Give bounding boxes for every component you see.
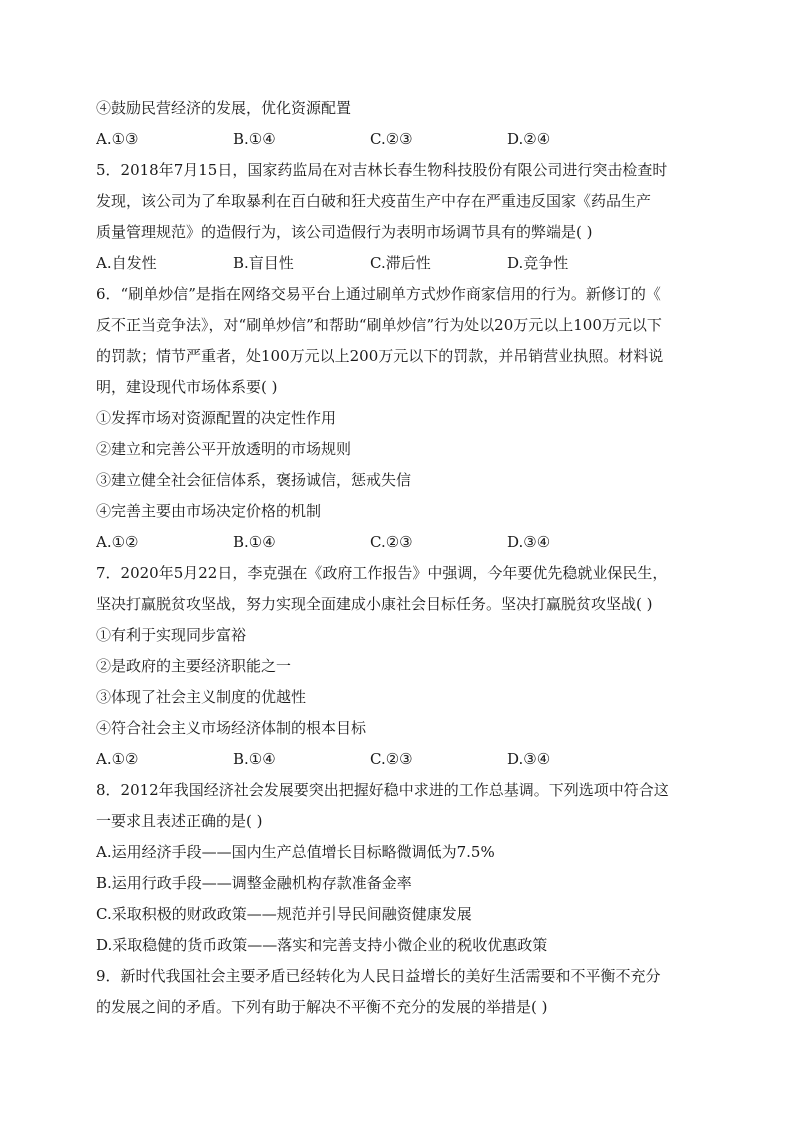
- q7-stem-line-2: 坚决打赢脱贫攻坚战，努力实现全面建成小康社会目标任务。坚决打赢脱贫攻坚战( ): [96, 595, 653, 613]
- q6-option-d: D.③④: [507, 533, 551, 551]
- q8-choice-d: D.采取稳健的货币政策——落实和完善支持小微企业的税收优惠政策: [96, 936, 548, 954]
- q9-stem-line-2: 的发展之间的矛盾。下列有助于解决不平衡不充分的发展的举措是( ): [96, 998, 548, 1016]
- q7-item-1: ①有利于实现同步富裕: [96, 626, 247, 644]
- q6-stem-line-3: 的罚款；情节严重者，处100万元以上200万元以下的罚款，并吊销营业执照。材料说: [96, 347, 664, 365]
- q5-stem-line-2: 发现，该公司为了牟取暴利在百白破和狂犬疫苗生产中存在严重违反国家《药品生产: [96, 192, 652, 210]
- q5-option-d: D.竞争性: [507, 254, 569, 272]
- q6-option-b: B.①④: [233, 533, 276, 551]
- q5-stem-line-3: 质量管理规范》的造假行为，该公司造假行为表明市场调节具有的弊端是( ): [96, 223, 593, 241]
- q9-stem-line-1: 9．新时代我国社会主要矛盾已经转化为人民日益增长的美好生活需要和不平衡不充分: [96, 967, 661, 985]
- q4-option-b: B.①④: [233, 130, 276, 148]
- q5-option-c: C.滞后性: [370, 254, 431, 272]
- q4-options: [96, 124, 706, 155]
- q7-options: [96, 744, 706, 775]
- q8-choice-c: C.采取积极的财政政策——规范并引导民间融资健康发展: [96, 905, 472, 923]
- q4-option-a: A.①③: [96, 130, 139, 148]
- q7-item-2: ②是政府的主要经济职能之一: [96, 657, 292, 675]
- q5-option-b: B.盲目性: [233, 254, 294, 272]
- q6-option-c: C.②③: [370, 533, 413, 551]
- q6-stem-line-4: 明，建设现代市场体系要( ): [96, 378, 278, 396]
- q4-option-c: C.②③: [370, 130, 413, 148]
- q6-options: [96, 527, 706, 558]
- q4-item-4: ④鼓励民营经济的发展，优化资源配置: [96, 99, 352, 117]
- q4-option-d: D.②④: [507, 130, 551, 148]
- q8-stem-line-2: 一要求且表述正确的是( ): [96, 812, 263, 830]
- q5-stem-line-1: 5．2018年7月15日，国家药监局在对吉林长春生物科技股份有限公司进行突击检查时: [96, 161, 668, 179]
- q7-option-a: A.①②: [96, 750, 139, 768]
- q8-choice-a: A.运用经济手段——国内生产总值增长目标略微调低为7.5%: [96, 843, 495, 861]
- q7-option-d: D.③④: [507, 750, 551, 768]
- q6-option-a: A.①②: [96, 533, 139, 551]
- q6-stem-line-2: 反不正当竞争法》，对“刷单炒信”和帮助“刷单炒信”行为处以20万元以上100万元以下: [96, 316, 662, 334]
- q8-stem-line-1: 8．2012年我国经济社会发展要突出把握好稳中求进的工作总基调。下列选项中符合这: [96, 781, 669, 799]
- q7-item-3: ③体现了社会主义制度的优越性: [96, 688, 307, 706]
- q6-stem-line-1: 6．“刷单炒信”是指在网络交易平台上通过刷单方式炒作商家信用的行为。新修订的《: [96, 285, 661, 303]
- q6-item-1: ①发挥市场对资源配置的决定性作用: [96, 409, 337, 427]
- q6-item-2: ②建立和完善公平开放透明的市场规则: [96, 440, 352, 458]
- q7-item-4: ④符合社会主义市场经济体制的根本目标: [96, 719, 367, 737]
- q8-choice-b: B.运用行政手段——调整金融机构存款准备金率: [96, 874, 412, 892]
- q7-option-b: B.①④: [233, 750, 276, 768]
- q6-item-4: ④完善主要由市场决定价格的机制: [96, 502, 322, 520]
- q7-option-c: C.②③: [370, 750, 413, 768]
- q5-option-a: A.自发性: [96, 254, 157, 272]
- q7-stem-line-1: 7．2020年5月22日，李克强在《政府工作报告》中强调，今年要优先稳就业保民生，: [96, 564, 668, 582]
- q6-item-3: ③建立健全社会征信体系，褒扬诚信，惩戒失信: [96, 471, 412, 489]
- page-content: [96, 93, 706, 1023]
- q5-options: [96, 248, 706, 279]
